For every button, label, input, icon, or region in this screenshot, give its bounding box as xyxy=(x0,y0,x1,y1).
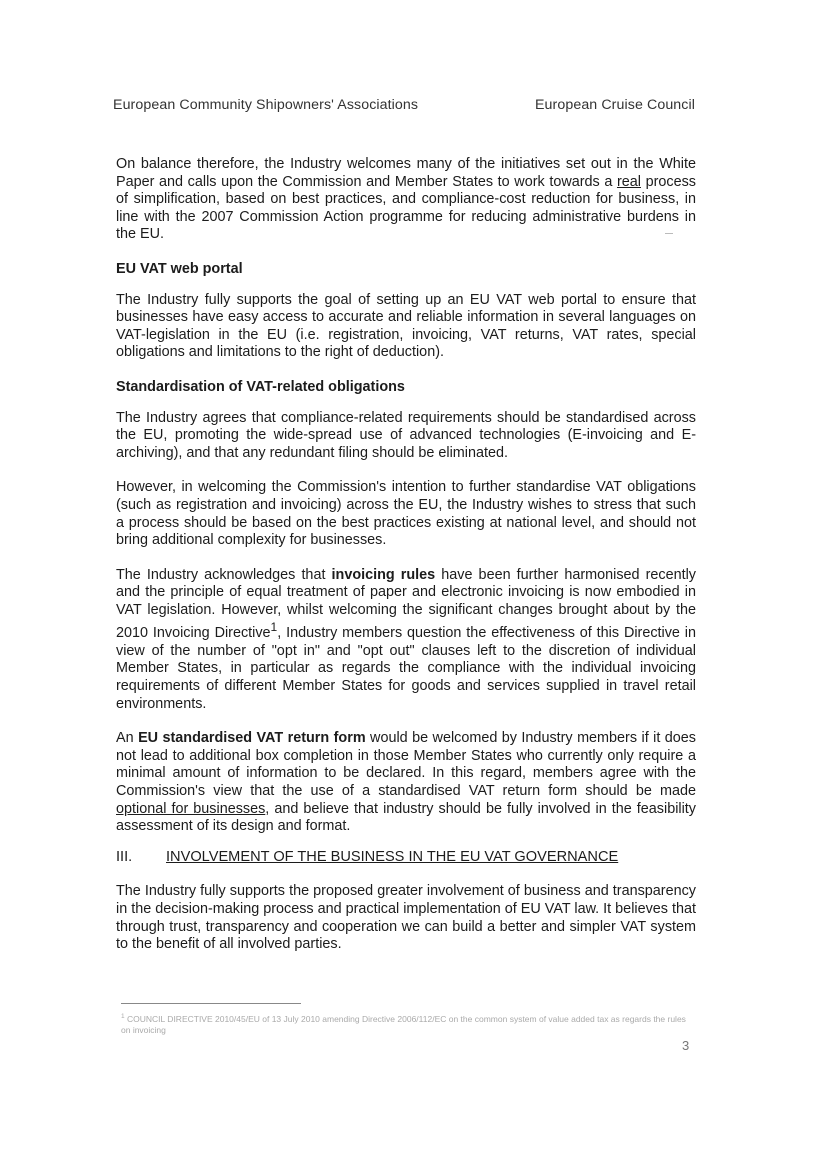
header-left: European Community Shipowners' Associations xyxy=(113,97,419,113)
paragraph-standardisation-2: However, in welcoming the Commission's intention to further standardise VAT obligations (such as registration and invoicing) across the EU, the Industry wishes to stress that such a process should be based on the best practices existing at national level, and should not bring additional complexity for businesses. xyxy=(116,479,696,549)
footnote-ref: 1 xyxy=(270,620,278,635)
footnote: $^1$ COUNCIL DIRECTIVE 2010/45/EU of 13 July 2010 amending Directive 2006/112/EC on the common system of value added tax as regards the rules on invoicing xyxy=(121,1013,686,1035)
paragraph-balance: On balance therefore, the Industry welcomes many of the initiatives set out in the White Paper and calls upon the Commission and Member States to work towards a real process of simplification, based on best practices, and compliance-cost reduction for business, in line with the 2007 Commission Action programme for reducing administrative burdens in the EU. xyxy=(116,156,697,243)
body-text xyxy=(116,156,696,954)
paragraph-invoicing: The Industry acknowledges that invoicing rules have been further harmonised recently and the principle of equal treatment of paper and electronic invoicing is now embodied in VAT legislation. However, whilst welcoming the significant changes brought about by the 2010 Invoicing Directive$^1$, Industry members question the effectiveness of this Directive in view of the number of "opt in" and "opt out" clauses left to the discretion of individual Member States, in particular as regards the compliance with the individual invoicing requirements of different Member States for goods and services supplied in travel retail environments. xyxy=(116,566,697,712)
page-number: 3 xyxy=(682,1038,690,1053)
paragraph-vat-return: An EU standardised VAT return form would be welcomed by Industry members if it does not lead to additional box completion in those Member States who currently only require a minimal amount of information to be declared. In this regard, members agree with the Commission's view that the use of a standardised VAT return form should be made optional for businesses, and believe that industry should be fully involved in the feasibility assessment of its design and format. xyxy=(116,730,696,835)
heading-standardisation: Standardisation of VAT-related obligations xyxy=(116,378,405,395)
bold-vat-return-form: EU standardised VAT return form xyxy=(138,730,366,747)
underline-optional: optional for businesses xyxy=(116,800,266,817)
paragraph-involvement: The Industry fully supports the proposed greater involvement of business and transparency in the decision-making process and practical implementation of EU VAT law. It believes that through trust, transparency and cooperation we can build a better and simpler VAT system to the benefit of all involved parties. xyxy=(116,883,696,953)
paragraph-web-portal: The Industry fully supports the goal of setting up an EU VAT web portal to ensure that businesses have easy access to accurate and reliable information in several languages on VAT-legislation in the EU (i.e. registration, invoicing, VAT returns, VAT rates, special obligations and limitations to the right of deduction). xyxy=(116,291,696,361)
footnote-divider xyxy=(121,1003,301,1004)
heading-vat-web-portal: EU VAT web portal xyxy=(116,260,243,277)
section-number: III. xyxy=(116,848,133,865)
paragraph-standardisation-1: The Industry agrees that compliance-related requirements should be standardised across the EU, promoting the wide-spread use of advanced technologies (E-invoicing and E-archiving), and that any redundant filing should be eliminated. xyxy=(116,409,696,461)
header-right: European Cruise Council xyxy=(534,97,695,113)
bold-invoicing-rules: invoicing rules xyxy=(331,566,436,583)
section-title: INVOLVEMENT OF THE BUSINESS IN THE EU VAT GOVERNANCE xyxy=(166,848,619,865)
section-heading-iii xyxy=(116,849,696,867)
emphasis-real: real xyxy=(616,173,641,190)
